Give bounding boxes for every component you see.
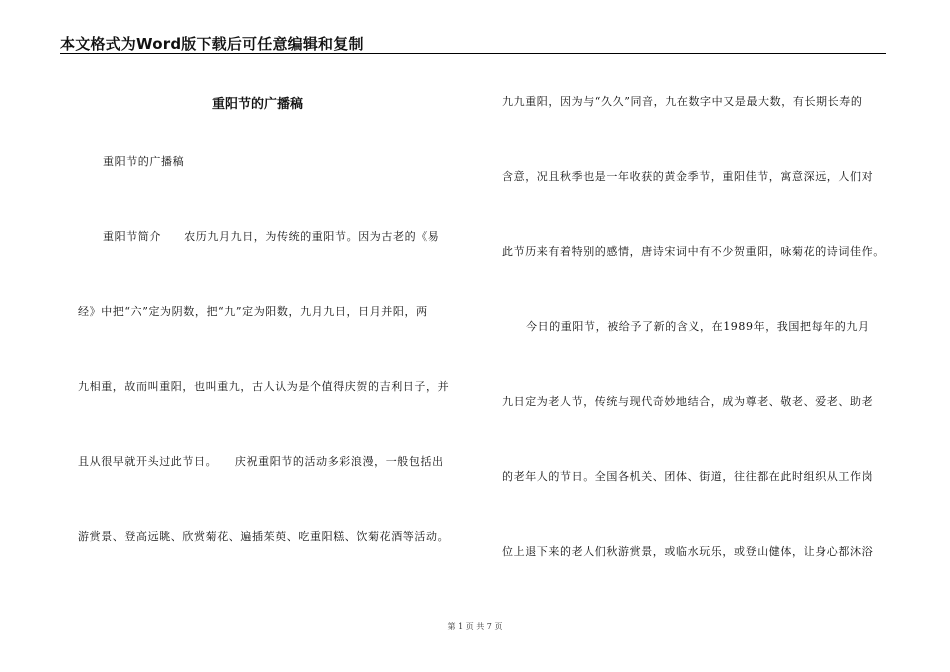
left-line-6: 游赏景、登高远眺、欣赏菊花、遍插茱萸、吃重阳糕、饮菊花酒等活动。 [78, 530, 450, 543]
right-line-3: 此节历来有着特别的感情，唐诗宋词中有不少贺重阳，咏菊花的诗词佳作。 [502, 245, 885, 258]
header-divider [60, 53, 886, 54]
document-title: 重阳节的广播稿 [212, 97, 304, 112]
page-number: 第 1 页 共 7 页 [447, 622, 503, 631]
left-line-3: 经》中把“六”定为阴数，把“九”定为阳数，九月九日，日月并阳，两 [78, 305, 428, 318]
right-line-4: 今日的重阳节，被给予了新的含义，在1989年，我国把每年的九月 [526, 320, 870, 333]
right-line-2: 含意，况且秋季也是一年收获的黄金季节，重阳佳节，寓意深远，人们对 [502, 170, 874, 183]
left-line-2: 重阳节简介 农历九月九日，为传统的重阳节。因为古老的《易 [103, 230, 440, 243]
right-line-6: 的老年人的节日。全国各机关、团体、街道，往往都在此时组织从工作岗 [502, 470, 874, 483]
left-line-4: 九相重，故而叫重阳，也叫重九，古人认为是个值得庆贺的吉利日子，并 [78, 380, 450, 393]
right-line-5: 九日定为老人节，传统与现代奇妙地结合，成为尊老、敬老、爱老、助老 [502, 395, 874, 408]
right-line-1: 九九重阳，因为与“久久”同音，九在数字中又是最大数，有长期长寿的 [502, 95, 863, 108]
left-line-1: 重阳节的广播稿 [103, 155, 185, 168]
left-line-5: 且从很早就开头过此节日。 庆祝重阳节的活动多彩浪漫，一般包括出 [78, 455, 444, 468]
right-line-7: 位上退下来的老人们秋游赏景，或临水玩乐，或登山健体，让身心都沐浴 [502, 545, 874, 558]
page-header-title: 本文格式为Word版下载后可任意编辑和复制 [60, 35, 364, 53]
